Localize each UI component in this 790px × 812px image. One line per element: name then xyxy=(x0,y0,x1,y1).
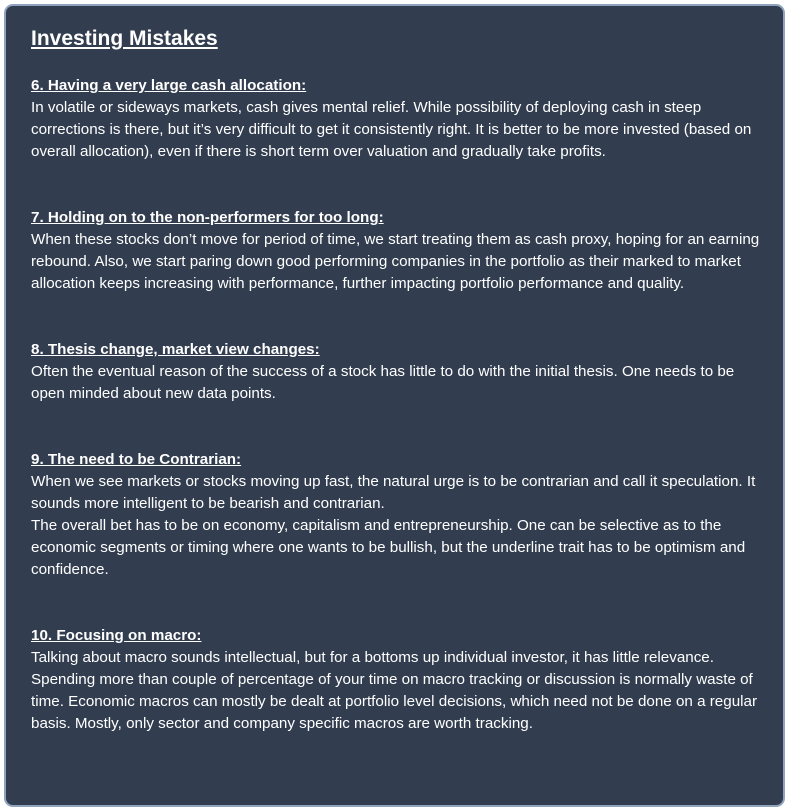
section-paragraph: When these stocks don’t move for period of time, we start treating them as cash proxy, hoping for an earning rebound. Also, we start paring down good performing companies in the portfolio as their marked to market allocation keeps increasing with performance, further impacting portfolio performance and quality. xyxy=(31,231,760,292)
section-non-performers xyxy=(31,207,771,295)
section-paragraph: When we see markets or stocks moving up fast, the natural urge is to be contrarian and call it speculation. It sounds more intelligent to be bearish and contrarian. xyxy=(31,473,756,512)
content-card xyxy=(4,4,785,807)
section-heading: 8. Thesis change, market view changes: xyxy=(31,341,320,358)
section-cash-allocation xyxy=(31,75,771,163)
section-heading: 10. Focusing on macro: xyxy=(31,627,202,644)
section-paragraph: Often the eventual reason of the success of a stock has little to do with the initial thesis. One needs to be open minded about new data points. xyxy=(31,363,735,402)
section-heading: 7. Holding on to the non-performers for too long: xyxy=(31,209,384,226)
section-paragraph: In volatile or sideways markets, cash gives mental relief. While possibility of deploying cash in steep corrections is there, but it’s very difficult to get it consistently right. It is better to be more invested (based on overall allocation), even if there is short term over valuation and gradually take profits. xyxy=(31,99,752,160)
section-contrarian xyxy=(31,449,771,581)
page-title: Investing Mistakes xyxy=(31,27,218,50)
section-paragraph: The overall bet has to be on economy, capitalism and entrepreneurship. One can be selective as to the economic segments or timing where one wants to be bullish, but the underline trait has to be optimism and confidence. xyxy=(31,517,746,578)
section-macro xyxy=(31,625,771,735)
section-heading: 6. Having a very large cash allocation: xyxy=(31,77,307,94)
section-paragraph: Talking about macro sounds intellectual, but for a bottoms up individual investor, it has little relevance. Spending more than couple of percentage of your time on macro tracking or discussion is normally waste of time. Economic macros can mostly be dealt at portfolio level decisions, which need not be done on a regular basis. Mostly, only sector and company specific macros are worth tracking. xyxy=(31,649,758,732)
section-heading: 9. The need to be Contrarian: xyxy=(31,451,242,468)
section-thesis-change xyxy=(31,339,771,405)
